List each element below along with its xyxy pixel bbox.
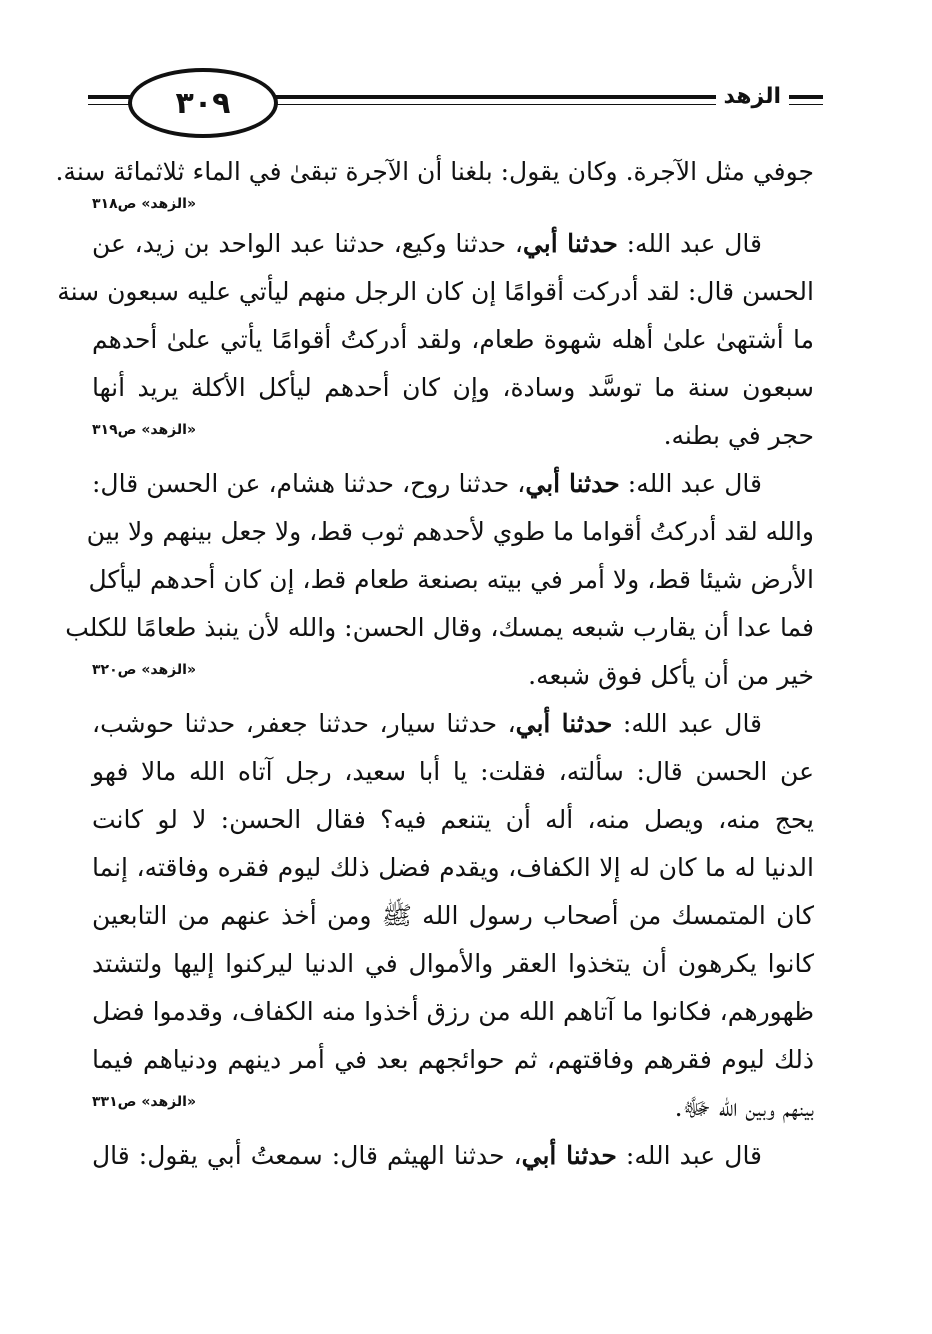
text-line: الأرض شيئا قط، ولا أمر في بيته بصنعة طعام قط، إن كان أحدهم ليأكل	[88, 565, 814, 594]
page-number-badge	[128, 68, 278, 138]
source-reference: «الزهد» ص٣٢٠	[92, 662, 196, 678]
narrator-phrase: حدثنا أبي	[521, 1141, 617, 1170]
text-line: الدنيا له ما كان له إلا الكفاف، ويقدم فضل ذلك ليوم فقره وفاقته، إنما	[92, 853, 814, 882]
narrator-phrase: حدثنا أبي	[525, 469, 620, 498]
narrator-phrase: حدثنا أبي	[522, 229, 618, 258]
text-line: عن الحسن قال: سألته، فقلت: يا أبا سعيد، رجل آتاه الله مالا فهو	[92, 757, 814, 786]
text-line: قال عبد الله: حدثنا أبي، حدثنا وكيع، حدثنا عبد الواحد بن زيد، عن	[92, 229, 763, 258]
text-line: سبعون سنة ما توسَّد وسادة، وإن كان أحدهم ليأكل الأكلة يريد أنها	[92, 373, 814, 402]
source-reference: «الزهد» ص٣١٩	[92, 422, 196, 438]
text-line: كان المتمسك من أصحاب رسول الله ﷺ ومن أخذ عنهم من التابعين	[92, 901, 814, 930]
text-line: قال عبد الله: حدثنا أبي، حدثنا سيار، حدثنا جعفر، حدثنا حوشب،	[92, 709, 763, 738]
text-line: قال عبد الله: حدثنا أبي، حدثنا الهيثم قال: سمعتُ أبي يقول: قال	[92, 1141, 763, 1170]
text-line: الحسن قال: لقد أدركت أقوامًا إن كان الرجل منهم ليأتي عليه سبعون سنة	[57, 277, 814, 306]
running-title: الزهد	[716, 84, 789, 109]
text-line: ما أشتهىٰ علىٰ أهله شهوة طعام، ولقد أدركتُ أقوامًا يأتي علىٰ أحدهم	[92, 325, 814, 354]
text-line: يحج منه، ويصل منه، أله أن يتنعم فيه؟ فقال الحسن: لا لو كانت	[92, 805, 814, 834]
text-line: خير من أن يأكل فوق شبعه. «الزهد» ص٣٢٠	[92, 661, 814, 690]
source-reference: «الزهد» ص٣٣١	[92, 1094, 196, 1110]
text-line: والله لقد أدركتُ أقواما ما طوي لأحدهم ثوب قط، ولا جعل بينهم ولا بين	[86, 517, 814, 546]
text-line: حجر في بطنه. «الزهد» ص٣١٩	[92, 421, 814, 450]
page-body	[55, 148, 815, 1180]
text-line: ذلك ليوم فقرهم وفاقتهم، ثم حوائجهم بعد في أمر دينهم ودنياهم فيما	[92, 1045, 814, 1074]
text-line: قال عبد الله: حدثنا أبي، حدثنا روح، حدثنا هشام، عن الحسن قال:	[92, 469, 762, 498]
text-line: فما عدا أن يقارب شبعه يمسك، وقال الحسن: والله لأن ينبذ طعامًا للكلب	[65, 613, 814, 642]
page-header	[88, 62, 823, 142]
text-line: جوفي مثل الآجرة. وكان يقول: بلغنا أن الآجرة تبقىٰ في الماء ثلاثمائة سنة.	[55, 157, 814, 186]
text-line: بينهم وبين الله ﷻ. «الزهد» ص٣٣١	[92, 1093, 814, 1122]
text-line: ظهورهم، فكانوا ما آتاهم الله من رزق أخذوا منه الكفاف، وقدموا فضل	[92, 997, 814, 1026]
text-line: كانوا يكرهون أن يتخذوا العقر والأموال في الدنيا ليركنوا إليها ولتشتد	[92, 949, 815, 978]
source-reference: «الزهد» ص٣١٨	[92, 196, 196, 212]
page-number: ٣٠٩	[175, 85, 231, 121]
narrator-phrase: حدثنا أبي	[515, 709, 613, 738]
